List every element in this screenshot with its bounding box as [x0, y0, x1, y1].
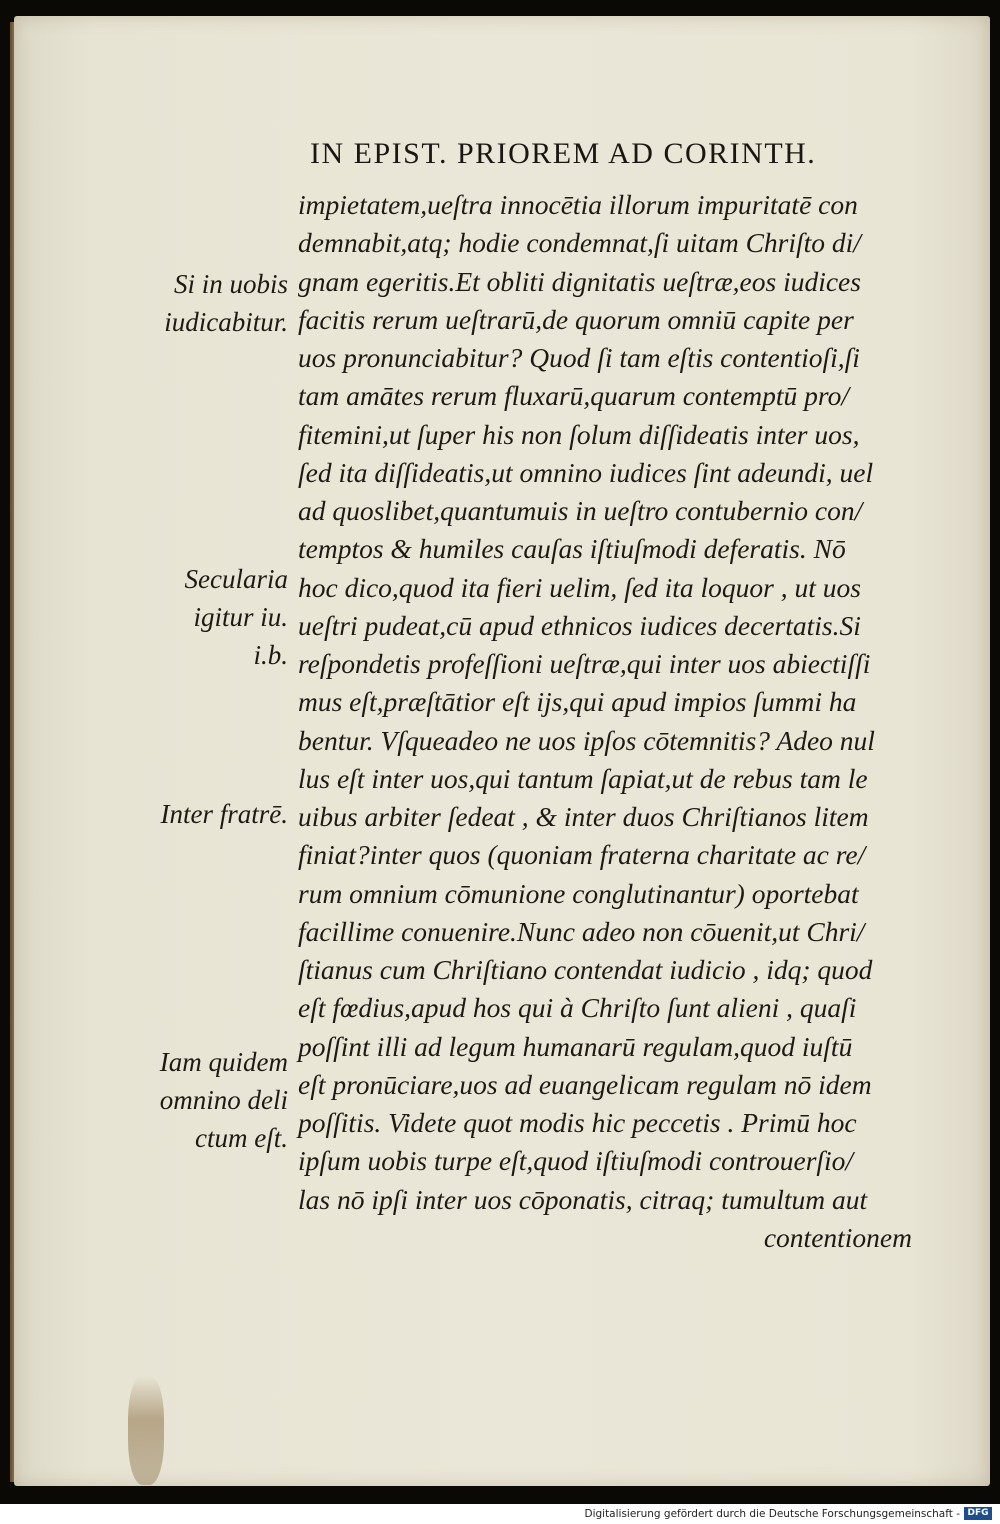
text-line: impietatem,ueſtra innocētia illorum impuritatē con	[298, 189, 858, 220]
funding-credit: Digitalisierung gefördert durch die Deutsche Forschungsgemeinschaft -	[584, 1508, 960, 1520]
text-line: ipſum uobis turpe eſt,quod iſtiuſmodi controuerſio/	[298, 1145, 854, 1177]
text-line: lus eſt inter uos,qui tantum ſapiat,ut de rebus tam le	[298, 762, 868, 794]
running-title: IN EPIST. PRIOREM AD CORINTH.	[310, 137, 817, 170]
text-line: eſt pronūciare,uos ad euangelicam regulam nō idem	[298, 1068, 872, 1100]
text-line: mus eſt,præſtātior eſt ijs,qui apud impios ſummi ha	[298, 686, 857, 718]
text-line: gnam egeritis.Et obliti dignitatis ueſtræ,eos iudices	[298, 265, 861, 297]
text-line: facitis rerum ueſtrarū,de quorum omniū capite per	[298, 303, 854, 335]
text-line: demnabit,atq; hodie condemnat,ſi uitam Chriſto di/	[298, 227, 861, 259]
text-line: bentur. Vſqueadeo ne uos ipſos cōtemnitis? Adeo nul	[298, 724, 875, 756]
text-line: hoc dico,quod ita fieri uelim, ſed ita loquor , ut uos	[298, 571, 861, 603]
marginal-note: Secularia	[184, 564, 288, 594]
text-line: reſpondetis profeſſioni ueſtræ,qui inter uos abiectiſſi	[298, 648, 871, 679]
text-line: temptos & humiles cauſas iſtiuſmodi deferatis. Nō	[298, 533, 846, 565]
dfg-logo: DFG	[964, 1507, 992, 1520]
text-line: ad quoslibet,quantumuis in ueſtro contubernio con/	[298, 495, 863, 526]
text-line: poſſitis. Videte quot modis hic peccetis . Primū hoc	[298, 1107, 857, 1138]
text-line: ueſtri pudeat,cū apud ethnicos iudices decertatis.Si	[298, 609, 861, 641]
text-line: poſſint illi ad legum humanarū regulam,quod iuſtū	[298, 1030, 853, 1062]
text-line: tam amātes rerum fluxarū,quarum contemptū pro/	[298, 380, 849, 412]
marginal-note: Si in uobis	[173, 269, 288, 299]
text-line: fitemini,ut ſuper his non ſolum diſſideatis inter uos,	[298, 418, 860, 450]
marginal-note: Inter fratrē.	[160, 799, 288, 829]
catchword-line: contentionem	[763, 1221, 912, 1253]
marginal-note: ctum eſt.	[195, 1123, 288, 1153]
marginal-note: i.b.	[253, 640, 288, 670]
text-line: rum omnium cōmunione conglutinantur) oportebat	[298, 877, 859, 909]
text-line: eſt fœdius,apud hos qui à Chriſto ſunt alieni , quaſi	[298, 992, 857, 1024]
digitization-footer	[0, 1504, 1000, 1524]
text-line: facillime conuenire.Nunc adeo non cōuenit,ut Chri/	[298, 915, 865, 947]
main-text-block	[298, 186, 924, 1257]
marginal-note: igitur iu.	[193, 602, 288, 632]
page-stain	[128, 1375, 164, 1485]
marginal-note: iudicabitur.	[164, 307, 288, 337]
text-line: las nō ipſi inter uos cōponatis, citraq; tumultum aut	[298, 1183, 868, 1215]
marginal-note: omnino deli	[159, 1085, 288, 1115]
text-line: uibus arbiter ſedeat , & inter duos Chriſtianos litem	[298, 801, 869, 832]
text-line: ſtianus cum Chriſtiano contendat iudicio , idq; quod	[298, 954, 873, 985]
text-line: ſed ita diſſideatis,ut omnino iudices ſint adeundi, uel	[298, 456, 874, 488]
text-line: uos pronunciabitur? Quod ſi tam eſtis contentioſi,ſi	[298, 342, 860, 373]
marginal-note: Iam quidem	[159, 1047, 288, 1077]
text-line: finiat?inter quos (quoniam fraterna charitate ac re/	[298, 839, 866, 871]
